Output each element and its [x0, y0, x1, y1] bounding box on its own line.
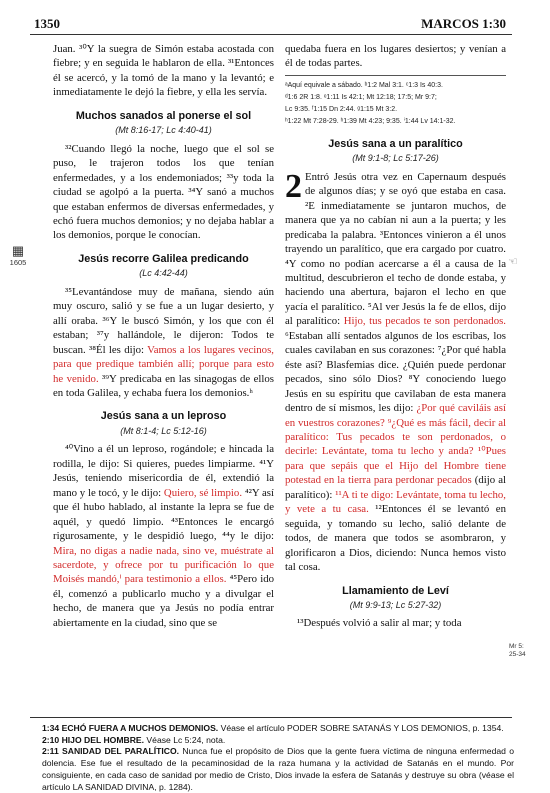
section-references[interactable]: (Mt 8:1-4; Lc 5:12-16): [120, 425, 207, 436]
verse-text: ⁴²Y así que él hubo hablado, al instante la lepra se fue de aquél, y quedó limpio. ⁴³Entonces le encargó rigurosamente, y le despidió luego, ⁴⁴y le dijo:: [53, 486, 274, 543]
commentary-entry: [42, 746, 514, 793]
commentary-term[interactable]: 2:10 HIJO DEL HOMBRE.: [42, 734, 145, 745]
words-of-jesus: Quiero, sé limpio.: [163, 486, 243, 499]
section-heading: Jesús sana a un paralítico: [328, 137, 463, 150]
section-heading: Llamamiento de Leví: [342, 584, 449, 597]
verse-text: ³⁵Levantándose muy de mañana, siendo aún muy oscuro, salió y se fue a un lugar desierto, y allí oraba. ³⁶Y le buscó Simón, y los que con él estaban; ³⁷y hallándole, le dijeron: Todos te buscan. ³⁸Él les dijo:: [53, 285, 274, 356]
right-column: [285, 42, 506, 631]
margin-note-left[interactable]: [5, 244, 31, 267]
commentary-text: Véase Lc 5:24, nota.: [144, 734, 226, 745]
commentary-text: Véase el artículo PODER SOBRE SATANÁS Y LOS DEMONIOS, p. 1354.: [218, 723, 504, 733]
note-line: ᵃAquí equivale a sábado. ᵇ1:2 Mal 3:1. ᶜ1:3 Is 40:3.: [285, 81, 443, 89]
section-references[interactable]: (Mt 8:16-17; Lc 4:40-41): [115, 125, 212, 136]
margin-ref-right-1: Mr 5:: [509, 643, 524, 650]
margin-ref-left: 1605: [9, 258, 27, 267]
header-rule: [30, 34, 512, 35]
margin-ref-right-2: 25-34: [509, 651, 526, 658]
commentary: [42, 723, 514, 793]
words-of-jesus: Vamos a los lugares vecinos, para que predique también allí; porque para esto he venido.: [53, 343, 274, 385]
section-references[interactable]: (Lc 4:42-44): [139, 268, 188, 279]
commentary-text: Nunca fue el propósito de Dios que la gente fuera víctima de ninguna enfermedad o dolencia. Ese fue el resultado de la pecaminosidad de la raza humana y la actividad de Satanás en el mundo. Por consiguiente, en cada caso de sanidad por medio de Cristo, Dios invade la esfera de Satanás y destruye su obra (véase el artículo LA SANIDAD DIVINA, p. 1284).: [42, 746, 514, 792]
words-of-jesus: ¹¹A ti te digo: Levántate, toma tu lecho, y vete a tu casa.: [285, 488, 507, 516]
chapter-number: 2: [285, 167, 302, 205]
verse-text: ⁶Estaban allí sentados algunos de los escribas, los cuales cavilaban en sus corazones: ⁷¿Por qué habla éste así? Blasfemias dice. ¿Quién puede perdonar pecados, sino sólo Dios? ⁸Y conociendo luego Jesús en su espíritu que cavilaban de esta manera dentro de sí mismos, les dijo:: [285, 329, 506, 415]
note-line: Lc 9:35. ᶠ1:15 Dn 2:44. ᵍ1:15 Mt 3:2.: [285, 105, 398, 113]
hand-pointer-icon: ☜: [508, 256, 518, 268]
verse-block: ³²Cuando llegó la noche, luego que el sol se puso, le trajeron todos los que tenían enfermedades, y a los endemoniados; ³³y toda la ciudad se agolpó a la puerta. ³⁴Y sanó a muchos que estaban enfermos de diversas enfermedades, y echó fuera muchos demonios; y no dejaba hablar a los demonios, porque le conocían.: [53, 142, 274, 242]
page-number: 1350: [34, 16, 60, 31]
verse-text: ¹²Entonces él se levantó en seguida, y tomando su lecho, salió delante de todos, de manera que todos se asombraron, y glorificaron a Dios, diciendo: Nunca hemos visto tal cosa.: [285, 503, 506, 574]
commentary-entry: [42, 735, 514, 747]
words-of-jesus: ¿Por qué caviláis así en vuestros corazones? ⁹¿Qué es más fácil, decir al paralítico: Tus pecados te son perdonados, o decirle: Levántate, toma tu lecho y anda? ¹⁰Pues para que sepáis que el Hijo del Hombre tiene potestad en la tierra para perdonar pecados: [285, 402, 506, 487]
verse-text: ⁴⁰Vino a él un leproso, rogándole; e hincada la rodilla, le dijo: Si quieres, puedes limpiarme. ⁴¹Y Jesús, teniendo misericordia de él, extendió la mano y le tocó, y le dijo:: [53, 443, 274, 499]
verse-block: ¹³Después volvió a salir al mar; y toda: [297, 617, 462, 630]
note-icon[interactable]: ▦: [11, 243, 25, 258]
cross-reference-notes: [285, 75, 506, 128]
verse-block: quedaba fuera en los lugares desiertos; y venían a él de todas partes.: [285, 43, 506, 70]
commentary-term[interactable]: 2:11 SANIDAD DEL PARALÍTICO.: [42, 746, 180, 757]
section-heading: Muchos sanados al ponerse el sol: [75, 109, 252, 122]
note-line: ʰ1:22 Mt 7:28-29. ʰ1:39 Mt 4:23; 9:35. ⁱ1:44 Lv 14:1-32.: [285, 117, 456, 125]
verse-text: Entró Jesús otra vez en Capernaum después de algunos días; y se oyó que estaba en casa. ²E inmediatamente se juntaron muchos, de manera que ya no cabían ni aun a la puerta; y les predicaba la palabra. ³Entonces vinieron a él unos trayendo un paralítico, que era cargado por cuatro. ⁴Y como no podían acercarse a él a causa de la multitud, descubrieron el techo de donde estaba, y haciendo una abertura, bajaron el lecho en que yacía el paralítico. ⁵Al ver Jesús la fe de ellos, dijo al paralítico:: [285, 170, 506, 328]
section-heading: Jesús recorre Galilea predicando: [78, 252, 249, 265]
note-line: ᵈ1:6 2R 1:8. ᵉ1:11 Is 42:1; Mt 12:18; 17:5; Mr 9:7;: [285, 93, 437, 101]
verse-block: Juan. ³⁰Y la suegra de Simón estaba acostada con fiebre; y en seguida le hablaron de ella. ³¹Entonces él se acercó, y la tomó de la mano y la levantó; e inmediatamente le dejó la fiebre, y ella les servía.: [53, 43, 274, 99]
left-column: [53, 42, 274, 630]
commentary-rule: [30, 717, 512, 718]
verse-text: ⁴⁵Pero ido él, comenzó a publicarlo mucho y a divulgar el hecho, de manera que ya Jesús no podía entrar abiertamente en la ciudad, sino que se: [53, 573, 274, 629]
verse-block: [285, 167, 507, 575]
margin-note-right: [509, 643, 526, 659]
words-of-jesus: Hijo, tus pecados te son perdonados.: [343, 315, 506, 328]
section-heading: Jesús sana a un leproso: [100, 410, 227, 423]
verse-block: [53, 442, 274, 630]
verse-block: [53, 285, 274, 401]
words-of-jesus: Mira, no digas a nadie nada, sino ve, muéstrate al sacerdote, y ofrece por tu purificación lo que Moisés mandó,ⁱ para testimonio a ellos.: [53, 544, 274, 586]
section-references[interactable]: (Mt 9:9-13; Lc 5:27-32): [349, 599, 442, 610]
verse-text: (dijo al paralítico):: [285, 474, 506, 501]
verse-text: ³⁹Y predicaba en las sinagogas de ellos en toda Galilea, y echaba fuera los demonios.ʰ: [53, 372, 274, 399]
section-references[interactable]: (Mt 9:1-8; Lc 5:17-26): [352, 153, 439, 164]
commentary-term[interactable]: 1:34 ECHÓ FUERA A MUCHOS DEMONIOS.: [42, 723, 219, 733]
running-title: MARCOS 1:30: [421, 16, 506, 31]
commentary-entry: [42, 723, 514, 735]
